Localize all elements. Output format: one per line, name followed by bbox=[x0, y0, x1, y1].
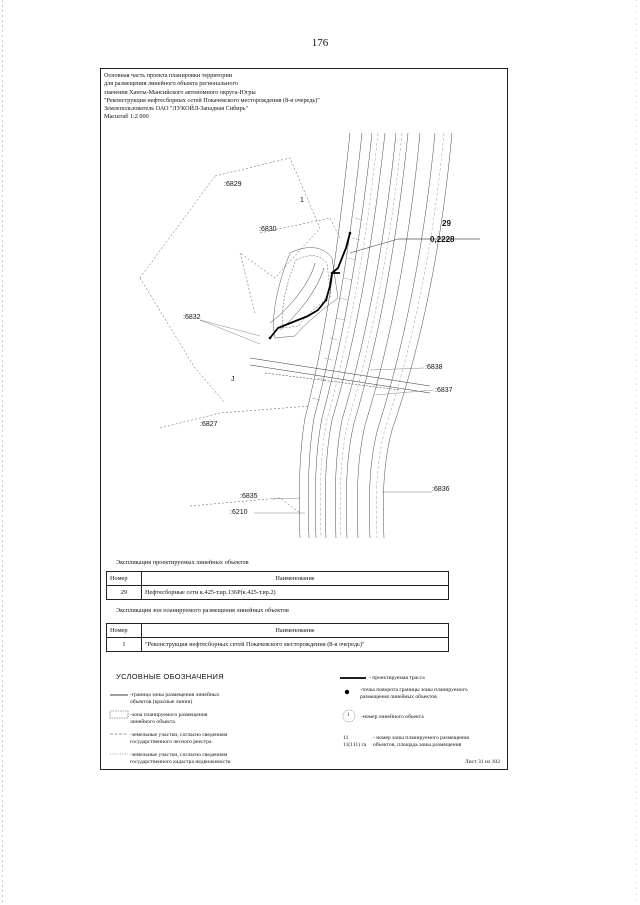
title-line-5: Землепользователь ОАО "ЛУКОЙЛ-Западная Сибирь" bbox=[104, 105, 249, 113]
parcel-label-6827: :6827 bbox=[200, 421, 218, 428]
col-header-number: Номер bbox=[107, 572, 142, 586]
table2-caption: Экспликация зон планируемого размещения линейных объектов bbox=[116, 607, 289, 614]
object-marker-label: 1 bbox=[300, 197, 304, 204]
label-leaders bbox=[200, 320, 434, 513]
corridor-lines bbox=[299, 133, 455, 538]
parcel-label-6838: :6838 bbox=[425, 364, 443, 371]
cadastral-boundaries bbox=[140, 158, 340, 513]
parcel-label-6829: :6829 bbox=[224, 181, 242, 188]
legend-item-route: - проектируемая трасса bbox=[369, 675, 425, 681]
legend-symbols-left bbox=[108, 690, 130, 770]
table1-caption: Экспликация проектируемых линейных объектов bbox=[116, 559, 249, 566]
parcel-label-6830: :6830 bbox=[259, 226, 277, 233]
table-linear-objects bbox=[106, 571, 449, 600]
zone-area-label: 0,2228 bbox=[430, 235, 455, 244]
marker-j-label: J bbox=[231, 376, 235, 383]
zone-callout bbox=[350, 239, 480, 253]
legend-object-number-glyph: 1 bbox=[347, 713, 350, 718]
zone-number-label: 29 bbox=[442, 219, 451, 228]
parcel-label-6210: :6210 bbox=[230, 509, 248, 516]
planning-map bbox=[100, 68, 508, 538]
legend-item-zone: -зона планируемого размещения линейного объекта bbox=[130, 712, 208, 725]
col-header-number: Номер bbox=[107, 624, 142, 638]
turn-point-symbol bbox=[345, 690, 349, 694]
parcel-label-6832: :6832 bbox=[183, 314, 201, 321]
page-number: 176 bbox=[311, 37, 329, 49]
table-row bbox=[107, 638, 449, 652]
legend-item-turn-point: -точка поворота границы зоны планируемого размещения линейных объектов bbox=[360, 687, 468, 700]
cell-name: "Реконструкция нефтесборных сетей Покачевского месторождения (8-я очередь)" bbox=[142, 638, 449, 652]
parcel-label-6835: :6835 bbox=[240, 493, 258, 500]
legend-item-red-lines: -граница зоны размещения линейных объектов (красные линии) bbox=[130, 692, 220, 705]
scan-artifact-right bbox=[636, 0, 637, 905]
title-line-1: Основная часть проекта планировки территории bbox=[104, 72, 233, 79]
parcel-label-6836: :6836 bbox=[432, 486, 450, 493]
table-row bbox=[107, 586, 449, 600]
cell-number: 1 bbox=[107, 638, 142, 652]
col-header-name: Наименование bbox=[142, 572, 449, 586]
legend-item-zone-number: - номер зоны планируемого размещения объектов, площадь зоны размещения bbox=[373, 735, 469, 748]
legend-title: УСЛОВНЫЕ ОБОЗНАЧЕНИЯ bbox=[116, 672, 224, 681]
title-line-4: "Реконструкция нефтесборных сетей Покачевского месторождения (8-я очередь)" bbox=[104, 96, 320, 104]
designed-route bbox=[270, 233, 350, 338]
table-header-row bbox=[107, 572, 449, 586]
zone-symbol bbox=[110, 711, 128, 718]
col-header-name: Наименование bbox=[142, 624, 449, 638]
title-line-3: значения Ханты-Мансийского автономного округа-Югры bbox=[104, 88, 256, 96]
legend-item-cadastre: -земельные участки, согласно сведениям государственного кадастра недвижимости bbox=[130, 752, 231, 765]
legend-symbols-right bbox=[338, 672, 368, 742]
corridor-dashed-lines bbox=[320, 133, 444, 538]
legend-zone-glyph: 11 11(111) га bbox=[343, 735, 367, 748]
sheet-number: Лист 31 из 102 bbox=[464, 759, 500, 765]
title-line-2: для размещения линейного объекта регионального bbox=[104, 80, 238, 88]
cell-name: Нефтесборные сети к.425-т.вр.136Р(к.425-т.вр.2) bbox=[142, 586, 449, 600]
scan-artifact-left bbox=[2, 0, 3, 905]
scale-label: Масштаб 1:2 000 bbox=[104, 113, 149, 121]
table-placement-zones bbox=[106, 623, 449, 652]
cell-number: 29 bbox=[107, 586, 142, 600]
turn-points bbox=[269, 232, 352, 340]
legend-item-object-number: -номер линейного объекта bbox=[361, 714, 424, 720]
parcel-label-6837: :6837 bbox=[435, 387, 453, 394]
legend-item-forest-register: -земельные участки, согласно сведениям государственного лесного реестра bbox=[130, 732, 228, 745]
table-header-row bbox=[107, 624, 449, 638]
